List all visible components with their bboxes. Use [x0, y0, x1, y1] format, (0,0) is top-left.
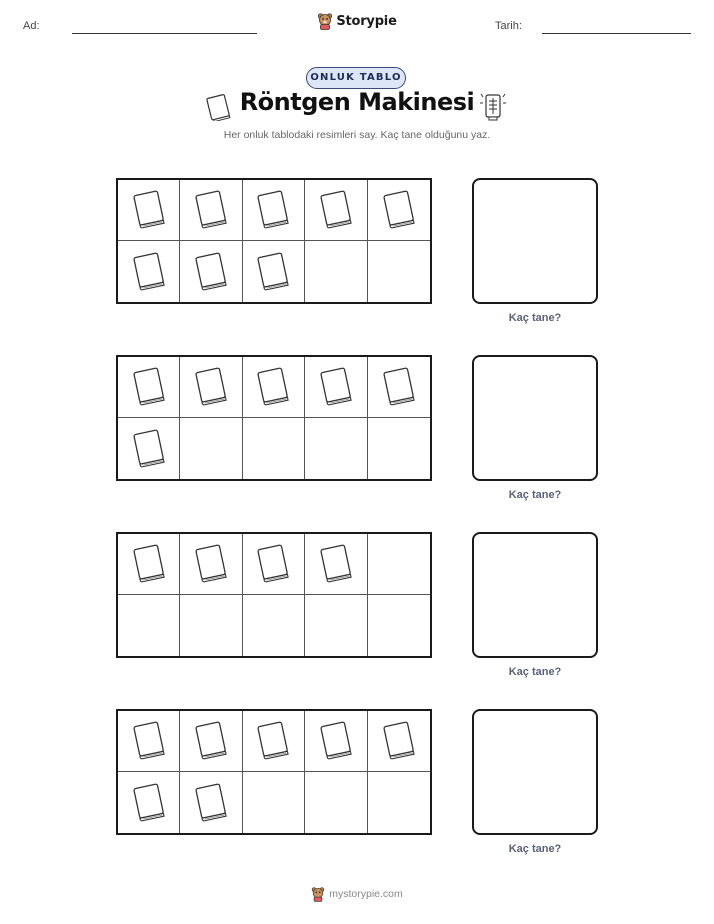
book-icon — [129, 781, 169, 825]
ten-frame-cell — [305, 711, 367, 772]
book-icon — [191, 188, 231, 232]
ten-frame-cell — [180, 180, 242, 241]
ten-frame-4 — [116, 709, 432, 835]
book-icon — [253, 188, 293, 232]
ten-frame-cell — [368, 711, 430, 772]
book-icon — [129, 365, 169, 409]
ten-frame-cell — [180, 241, 242, 302]
ten-frame-cell — [305, 418, 367, 479]
ten-frame-cell — [118, 711, 180, 772]
question-label-4: Kaç tane? — [508, 843, 562, 855]
xray-machine-icon — [479, 91, 507, 121]
book-icon — [316, 188, 356, 232]
ten-frame-cell — [305, 241, 367, 302]
ten-frame-cell — [180, 534, 242, 595]
ten-frame-cell — [180, 772, 242, 833]
ten-frame-cell — [243, 418, 305, 479]
ten-frame-cell — [305, 534, 367, 595]
ten-frame-cell — [118, 534, 180, 595]
book-icon — [129, 542, 169, 586]
book-icon — [379, 365, 419, 409]
book-icon — [191, 250, 231, 294]
book-icon — [191, 365, 231, 409]
ten-frame-cell — [243, 711, 305, 772]
book-icon — [379, 719, 419, 763]
book-icon — [129, 719, 169, 763]
ten-frame-cell — [368, 534, 430, 595]
answer-box-1[interactable] — [472, 178, 598, 304]
ten-frame-cell — [118, 241, 180, 302]
ten-frame-cell — [118, 357, 180, 418]
ten-frame-cell — [180, 595, 242, 656]
answer-box-4[interactable] — [472, 709, 598, 835]
ten-frame-cell — [368, 357, 430, 418]
ten-frame-cell — [305, 180, 367, 241]
footer — [0, 886, 714, 906]
ten-frame-cell — [305, 357, 367, 418]
ten-frame-cell — [305, 772, 367, 833]
ten-frame-cell — [368, 241, 430, 302]
bear-mascot-icon — [311, 886, 325, 902]
ten-frame-cell — [180, 357, 242, 418]
date-line[interactable] — [542, 33, 691, 34]
ten-frame-cell — [118, 180, 180, 241]
ten-frame-cell — [180, 418, 242, 479]
page-title: Röntgen Makinesi — [239, 88, 475, 116]
name-label: Ad: — [23, 20, 40, 32]
question-label-3: Kaç tane? — [508, 666, 562, 678]
ten-frame-2 — [116, 355, 432, 481]
ten-frame-cell — [243, 241, 305, 302]
ten-frame-cell — [243, 180, 305, 241]
instructions: Her onluk tablodaki resimleri say. Kaç tane olduğunu yaz. — [223, 129, 491, 141]
book-icon — [316, 542, 356, 586]
ten-frame-cell — [243, 534, 305, 595]
book-icon — [253, 542, 293, 586]
bear-mascot-icon — [317, 12, 333, 30]
ten-frame-cell — [118, 772, 180, 833]
ten-frame-3 — [116, 532, 432, 658]
ten-frame-cell — [243, 772, 305, 833]
answer-box-2[interactable] — [472, 355, 598, 481]
book-icon — [379, 188, 419, 232]
ten-frame-cell — [243, 595, 305, 656]
book-icon — [253, 365, 293, 409]
ten-frame-cell — [368, 772, 430, 833]
question-label-2: Kaç tane? — [508, 489, 562, 501]
book-icon — [191, 542, 231, 586]
book-icon — [191, 781, 231, 825]
book-icon — [253, 250, 293, 294]
ten-frame-cell — [243, 357, 305, 418]
ten-frame-cell — [368, 418, 430, 479]
book-icon — [129, 427, 169, 471]
ten-frame-cell — [368, 595, 430, 656]
brand-logo — [0, 12, 714, 34]
book-icon — [129, 188, 169, 232]
question-label-1: Kaç tane? — [508, 312, 562, 324]
worksheet-type-badge: ONLUK TABLO — [306, 67, 406, 89]
answer-box-3[interactable] — [472, 532, 598, 658]
book-icon — [191, 719, 231, 763]
book-icon — [129, 250, 169, 294]
ten-frame-1 — [116, 178, 432, 304]
footer-url[interactable]: mystorypie.com — [329, 888, 403, 900]
ten-frame-cell — [118, 595, 180, 656]
ten-frame-cell — [305, 595, 367, 656]
ten-frame-cell — [368, 180, 430, 241]
brand-name: Storypie — [336, 13, 397, 29]
book-icon — [316, 365, 356, 409]
ten-frame-cell — [118, 418, 180, 479]
date-label: Tarih: — [495, 20, 522, 32]
ten-frame-cell — [180, 711, 242, 772]
book-icon — [316, 719, 356, 763]
book-icon — [253, 719, 293, 763]
